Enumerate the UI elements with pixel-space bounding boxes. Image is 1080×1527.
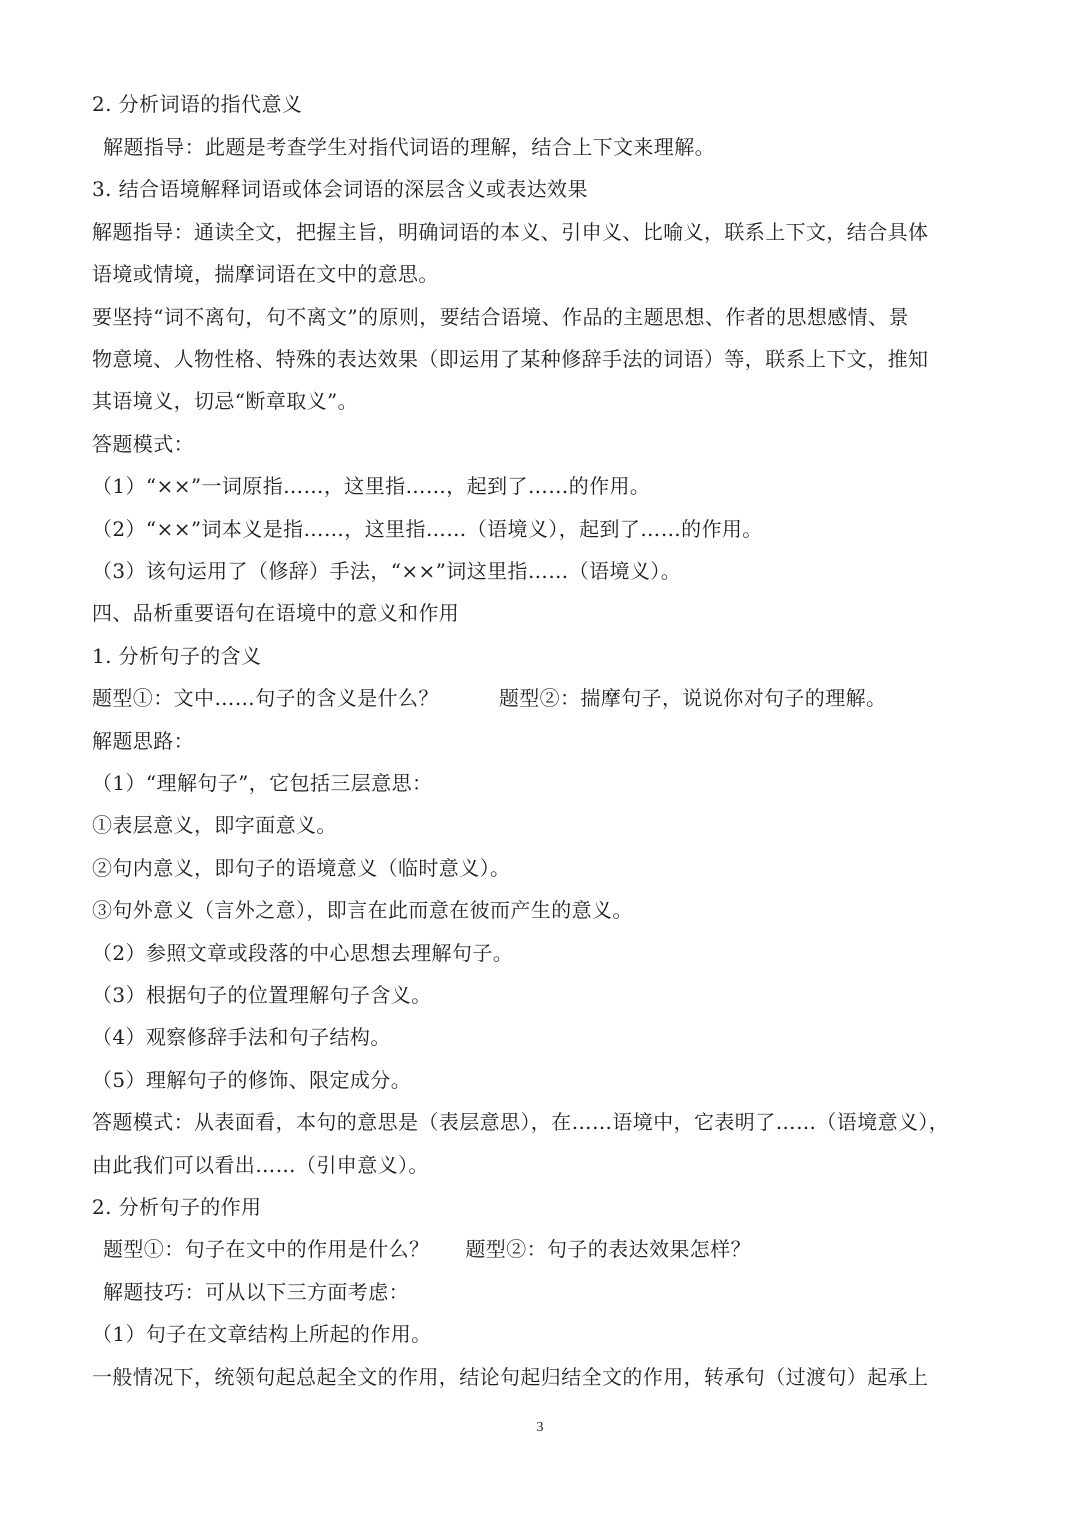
answer-mode-item-3: （3）该句运用了（修辞）手法，“××”词这里指……（语境义）。 bbox=[92, 559, 682, 583]
answer-mode-item-1: （1）“××”一词原指……，这里指……，起到了……的作用。 bbox=[92, 474, 651, 498]
heading-pronoun-meaning: 2. 分析词语的指代意义 bbox=[92, 92, 303, 116]
answer-mode-label: 答题模式： bbox=[92, 432, 194, 456]
technique-detail-line-1: 一般情况下，统领句起总起全文的作用，结论句起归结全文的作用，转承句（过渡句）起承上 bbox=[92, 1365, 929, 1389]
principle-line-2: 物意境、人物性格、特殊的表达效果（即运用了某种修辞手法的词语）等，联系上下文，推知 bbox=[92, 347, 929, 371]
page-number: 3 bbox=[536, 1420, 544, 1435]
guide-context-line-2: 语境或情境，揣摩词语在文中的意思。 bbox=[92, 262, 439, 286]
technique-item-1: （1）句子在文章结构上所起的作用。 bbox=[92, 1322, 432, 1346]
question-type-1: 题型①：文中……句子的含义是什么？ bbox=[92, 686, 439, 710]
function-question-type-1: 题型①：句子在文中的作用是什么？ bbox=[103, 1237, 430, 1261]
principle-line-1: 要坚持“词不离句，句不离文”的原则，要结合语境、作品的主题思想、作者的思想感情、景 bbox=[92, 305, 909, 329]
approach-item-3: （3）根据句子的位置理解句子含义。 bbox=[92, 983, 432, 1007]
function-question-type-2: 题型②：句子的表达效果怎样？ bbox=[465, 1237, 752, 1261]
approach-item-2: （2）参照文章或段落的中心思想去理解句子。 bbox=[92, 941, 514, 965]
approach-item-4: （4）观察修辞手法和句子结构。 bbox=[92, 1025, 391, 1049]
approach-label: 解题思路： bbox=[92, 729, 194, 753]
heading-context-meaning: 3. 结合语境解释词语或体会词语的深层含义或表达效果 bbox=[92, 177, 588, 201]
answer-mode-item-2: （2）“××”词本义是指……，这里指……（语境义），起到了……的作用。 bbox=[92, 517, 763, 541]
approach-level-3: ③句外意义（言外之意），即言在此而意在彼而产生的意义。 bbox=[92, 898, 633, 922]
question-type-2: 题型②：揣摩句子，说说你对句子的理解。 bbox=[498, 686, 887, 710]
technique-label: 解题技巧：可从以下三方面考虑： bbox=[103, 1280, 409, 1304]
sentence-answer-mode-line-1: 答题模式：从表面看，本句的意思是（表层意思），在……语境中，它表明了……（语境意义）， bbox=[92, 1110, 950, 1134]
approach-item-1: （1）“理解句子”，它包括三层意思： bbox=[92, 771, 433, 795]
principle-line-3: 其语境义，切忌“断章取义”。 bbox=[92, 389, 359, 413]
approach-level-1: ①表层意义，即字面意义。 bbox=[92, 813, 337, 837]
approach-item-5: （5）理解句子的修饰、限定成分。 bbox=[92, 1068, 412, 1092]
heading-sentence-meaning: 1. 分析句子的含义 bbox=[92, 644, 262, 668]
question-types-meaning bbox=[92, 683, 992, 713]
heading-sentence-function: 2. 分析句子的作用 bbox=[92, 1195, 262, 1219]
guide-context-line-1: 解题指导：通读全文，把握主旨，明确词语的本义、引申义、比喻义，联系上下文，结合具体 bbox=[92, 220, 929, 244]
sentence-answer-mode-line-2: 由此我们可以看出……（引申意义）。 bbox=[92, 1153, 429, 1177]
guide-pronoun: 解题指导：此题是考查学生对指代词语的理解，结合上下文来理解。 bbox=[103, 135, 715, 159]
section-four-heading: 四、品析重要语句在语境中的意义和作用 bbox=[92, 601, 460, 625]
question-types-function bbox=[103, 1234, 1003, 1264]
approach-level-2: ②句内意义，即句子的语境意义（临时意义）。 bbox=[92, 856, 511, 880]
